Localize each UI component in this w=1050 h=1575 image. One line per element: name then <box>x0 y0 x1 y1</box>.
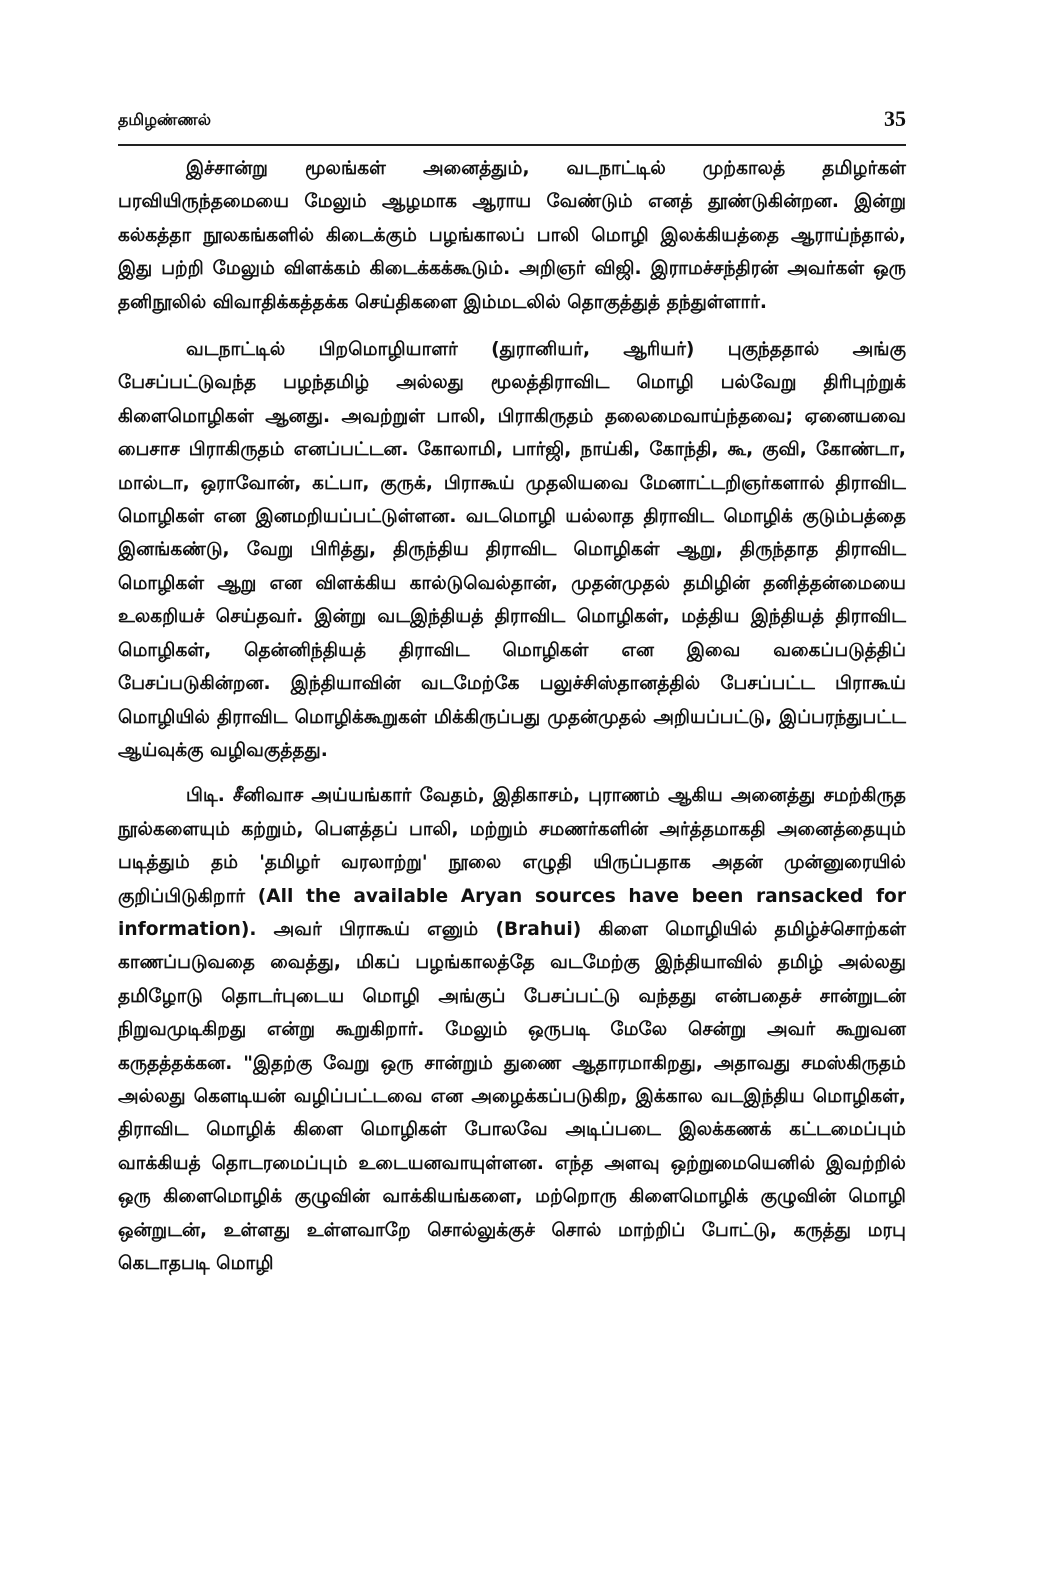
paragraph-2: வடநாட்டில் பிறமொழியாளர் (துரானியர், ஆரியர்) புகுந்ததால் அங்கு பேசப்பட்டுவந்த பழந்தமிழ் அல்லது மூலத்திராவிட மொழி பல்வேறு திரிபுற்றுக் கிளைமொழிகள் ஆனது. அவற்றுள் பாலி, பிராகிருதம் தலைமைவாய்ந்தவை; ஏனையவை பைசாச பிராகிருதம் எனப்பட்டன. கோலாமி, பார்ஜி, நாய்கி, கோந்தி, கூ, குவி, கோண்டா, மால்டா, ஒராவோன், கட்பா, குருக், பிராகூய் முதலியவை மேனாட்டறிஞர்களால் திராவிட மொழிகள் என இனமறியப்பட்டுள்ளன. வடமொழி யல்லாத திராவிட மொழிக் குடும்பத்தை இனங்கண்டு, வேறு பிரித்து, திருந்திய திராவிட மொழிகள் ஆறு, திருந்தாத திராவிட மொழிகள் ஆறு என விளக்கிய கால்டுவெல்தான், முதன்முதல் தமிழின் தனித்தன்மையை உலகறியச் செய்தவர். இன்று வடஇந்தியத் திராவிட மொழிகள், மத்திய இந்தியத் திராவிட மொழிகள், தென்னிந்தியத் திராவிட மொழிகள் என இவை வகைப்படுத்திப் பேசப்படுகின்றன. இந்தியாவின் வடமேற்கே பலுச்சிஸ்தானத்தில் பேசப்பட்ட பிராகூய் மொழியில் திராவிட மொழிக்கூறுகள் மிக்கிருப்பது முதன்முதல் அறியப்பட்டு, இப்பரந்துபட்ட ஆய்வுக்கு வழிவகுத்தது. <box>118 339 906 761</box>
running-head <box>118 104 906 146</box>
paragraph-1: இச்சான்று மூலங்கள் அனைத்தும், வடநாட்டில் முற்காலத் தமிழர்கள் பரவியிருந்தமையை மேலும் ஆழமாக ஆராய வேண்டும் எனத் தூண்டுகின்றன. இன்று கல்கத்தா நூலகங்களில் கிடைக்கும் பழங்காலப் பாலி மொழி இலக்கியத்தை ஆராய்ந்தால், இது பற்றி மேலும் விளக்கம் கிடைக்கக்கூடும். அறிஞர் விஜி. இராமச்சந்திரன் அவர்கள் ஒரு தனிநூலில் விவாதிக்கத்தக்க செய்திகளை இம்மடலில் தொகுத்துத் தந்துள்ளார். <box>118 158 906 313</box>
paragraph-3: பிடி. சீனிவாச அய்யங்கார் வேதம், இதிகாசம், புராணம் ஆகிய அனைத்து சமற்கிருத நூல்களையும் கற்றும், பௌத்தப் பாலி, மற்றும் சமணர்களின் அர்த்தமாகதி அனைத்தையும் படித்தும் தம் 'தமிழர் வரலாற்று' நூலை எழுதி யிருப்பதாக அதன் முன்னுரையில் குறிப்பிடுகிறார் (All the available Aryan sources have been ransacked for information). அவர் பிராகூய் எனும் (Brahui) கிளை மொழியில் தமிழ்ச்சொற்கள் காணப்படுவதை வைத்து, மிகப் பழங்காலத்தே வடமேற்கு இந்தியாவில் தமிழ் அல்லது தமிழோடு தொடர்புடைய மொழி அங்குப் பேசப்பட்டு வந்தது என்பதைச் சான்றுடன் நிறுவமுடிகிறது என்று கூறுகிறார். மேலும் ஒருபடி மேலே சென்று அவர் கூறுவன கருதத்தக்கன. "இதற்கு வேறு ஒரு சான்றும் துணை ஆதாரமாகிறது, அதாவது சமஸ்கிருதம் அல்லது கௌடியன் வழிப்பட்டவை என அழைக்கப்படுகிற, இக்கால வடஇந்திய மொழிகள், திராவிட மொழிக் கிளை மொழிகள் போலவே அடிப்படை இலக்கணக் கட்டமைப்பும் வாக்கியத் தொடரமைப்பும் உடையனவாயுள்ளன. எந்த அளவு ஒற்றுமையெனில் இவற்றில் ஒரு கிளைமொழிக் குழுவின் வாக்கியங்களை, மற்றொரு கிளைமொழிக் குழுவின் மொழி ஒன்றுடன், உள்ளது உள்ளவாறே சொல்லுக்குச் சொல் மாற்றிப் போட்டு, கருத்து மரபு கெடாதபடி மொழி <box>118 785 906 1274</box>
body-text <box>118 152 906 1280</box>
running-title: தமிழண்ணல் <box>118 110 212 129</box>
page-number: 35 <box>884 106 906 131</box>
